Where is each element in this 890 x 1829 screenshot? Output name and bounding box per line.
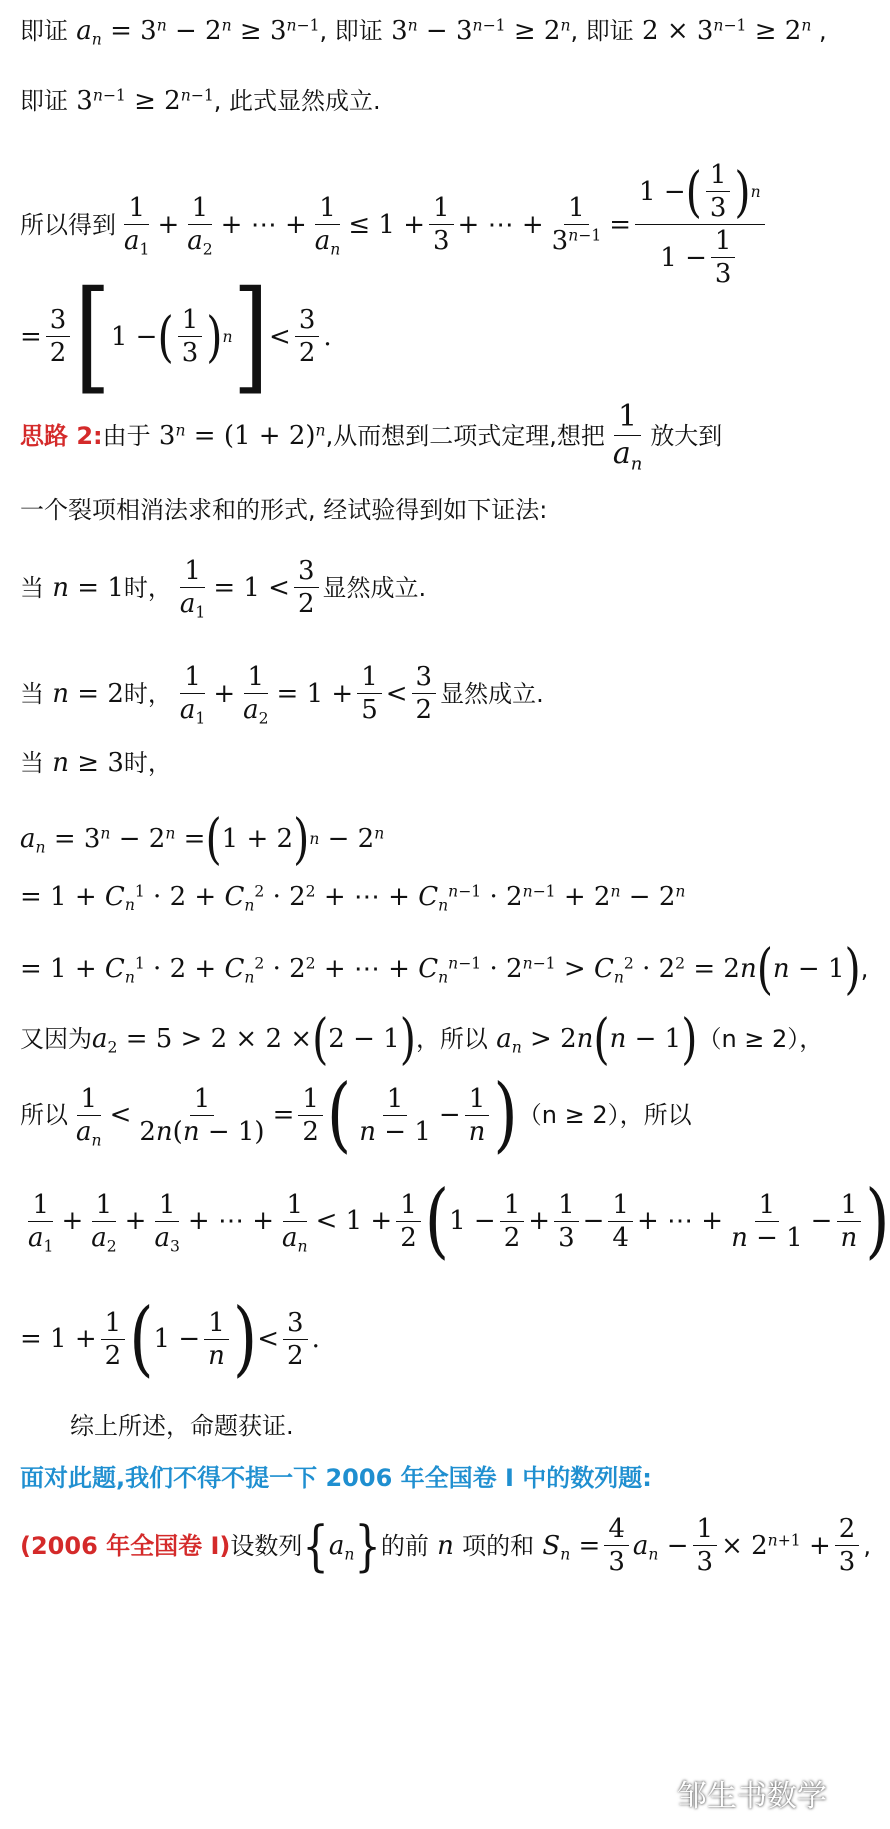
watermark: [637, 1771, 827, 1815]
proof-line-7: 当 n = 1 时， $\frac{1}{a_1}$ = 1 < $\frac{3}{2}$ 显然成立.: [20, 556, 427, 622]
text-suoyi-dedao: 所以得到: [20, 210, 116, 239]
proof-line-13: 又因为 $a_2 = 5 > 2 \times 2$ × ( 2 − 1 ) ，所以 $a_n > 2n$ ( n − 1 ) （n ≥ 2），: [20, 1006, 824, 1071]
text-line2-tail: , 此式显然成立.: [213, 87, 381, 115]
watermark-text: 邹生书数学: [677, 1779, 827, 1814]
text-n-ge-2: （n ≥ 2），: [697, 1024, 824, 1053]
silu-text-2: ,从而想到二项式定理,想把: [325, 421, 605, 450]
text-jizheng-4: 即证: [20, 87, 68, 115]
text-last-1: 设数列: [230, 1531, 303, 1560]
proof-line-9: 当 n ≥ 3 时，: [20, 748, 172, 778]
proof-line-16: = 1 + $\frac{1}{2}$ ( 1 − $\frac{1}{n}$ ) < $\frac{3}{2}$ .: [20, 1290, 320, 1386]
text-suoyi-2: 所以: [20, 1101, 68, 1130]
silu-label: 思路 2:: [20, 421, 103, 450]
text-last-2: 的前: [380, 1531, 429, 1560]
text-suoyi-1: ，所以: [415, 1024, 488, 1053]
text-xianran-1: 显然成立.: [322, 573, 427, 602]
problem-2006-line: (2006 年全国卷 I) 设数列 { $a_n$ } 的前 n 项的和 $S_n$ = $\frac{4}{3}$ $a_n$ − $\frac{1}{3}$ × $2^{n+1}$ + $\frac{2}{3}$ ,: [20, 1513, 871, 1577]
proof-line-10: $a_n = 3^n - 2^n$ = ( 1 + 2 ) n − $2^n$: [20, 806, 385, 871]
blue-heading-line: [20, 1466, 652, 1490]
proof-line-5: 思路 2: 由于 $3^n = (1 + 2)^n$ ,从而想到二项式定理,想把 $\frac{1}{a_n}$ 放大到: [20, 399, 723, 475]
red-2006-label: (2006 年全国卷 I): [20, 1531, 231, 1560]
proof-line-11: = $1 + C_n^1 \cdot 2 + C_n^2 \cdot 2^2$ + ⋯ + $C_n^{n-1} \cdot 2^{n-1} + 2^n - 2^n$: [20, 882, 686, 915]
blue-heading: 面对此题,我们不得不提一下 2006 年全国卷 I 中的数列题:: [20, 1464, 652, 1492]
text-jizheng-3: , 即证: [570, 17, 634, 45]
proof-line-2: 即证 $3^{n-1} \ge 2^{n-1}$ , 此式显然成立.: [20, 86, 381, 116]
text-jizheng: 即证: [20, 17, 68, 45]
text-youyinwei: 又因为: [20, 1024, 92, 1053]
silu-text-1: 由于: [102, 421, 151, 450]
proof-line-6: [20, 498, 547, 522]
text-n-ge-2-b: （n ≥ 2），所以: [517, 1101, 692, 1130]
proof-conclusion: [70, 1414, 294, 1438]
wechat-icon: [637, 1780, 671, 1806]
proof-line-12: = $1 + C_n^1 \cdot 2 + C_n^2 \cdot 2^2$ + ⋯ + $C_n^{n-1} \cdot 2^{n-1} > C_n^2 \cdot 2^2 = 2n$ ( n − 1 ) ,: [20, 936, 869, 1001]
proof-line-1: 即证 $a_n = 3^n - 2^n \ge 3^{n-1}$ , 即证 $3^n - 3^{n-1} \ge 2^n$ , 即证 $2 \times 3^{n-1} \ge 2^n$ ,: [20, 16, 827, 49]
proof-line-3: 所以得到 $\frac{1}{a_1}$ + $\frac{1}{a_2}$ + ⋯ + $\frac{1}{a_n}$ ≤ 1 + $\frac{1}{3}$ + ⋯ + $\frac{1}{3^{n-1}}$ = 1 − ( $\frac{1}{3}$ ) n 1 − $\frac{1}{3}$: [20, 162, 769, 287]
text-dang-1: 当: [20, 573, 44, 602]
text-conclusion: 综上所述，命题获证.: [70, 1412, 294, 1440]
text-xianran-2: 显然成立.: [440, 679, 544, 708]
text-shi-1: 时，: [123, 573, 172, 602]
proof-line-14: 所以 $\frac{1}{a_n}$ < $\frac{1}{2n(n - 1)}$ = $\frac{1}{2}$ ( $\frac{1}{n - 1}$ − $\frac{1}{n}$ ) （n ≥ 2），所以: [20, 1066, 692, 1162]
proof-line-15: $\frac{1}{a_1}$ + $\frac{1}{a_2}$ + $\frac{1}{a_3}$ + ⋯ + $\frac{1}{a_n}$ < 1 + $\frac{1}{2}$ ( 1 − $\frac{1}{2}$ + $\frac{1}{3}$ − $\frac{1}{4}$ + ⋯ + $\frac{1}{n - 1}$ − $\frac{1}{n}$ ): [28, 1172, 890, 1268]
text-shi-2: 时，: [123, 679, 172, 708]
text-jizheng-2: , 即证: [319, 17, 383, 45]
silu-text-3: 放大到: [650, 421, 723, 450]
text-last-3: 项的和: [462, 1531, 535, 1560]
text-dang-2: 当: [20, 679, 44, 708]
text-dang-3: 当: [20, 749, 44, 777]
proof-line-8: 当 n = 2 时， $\frac{1}{a_1}$ + $\frac{1}{a_2}$ = 1 + $\frac{1}{5}$ < $\frac{3}{2}$ 显然成立.: [20, 662, 544, 728]
text-shi-3: 时，: [123, 749, 172, 777]
text-paragraph: 一个裂项相消法求和的形式, 经试验得到如下证法:: [20, 496, 548, 524]
proof-line-4: = $\frac{3}{2}$ [ 1 − ( $\frac{1}{3}$ ) n ] < $\frac{3}{2}$ .: [20, 265, 332, 408]
